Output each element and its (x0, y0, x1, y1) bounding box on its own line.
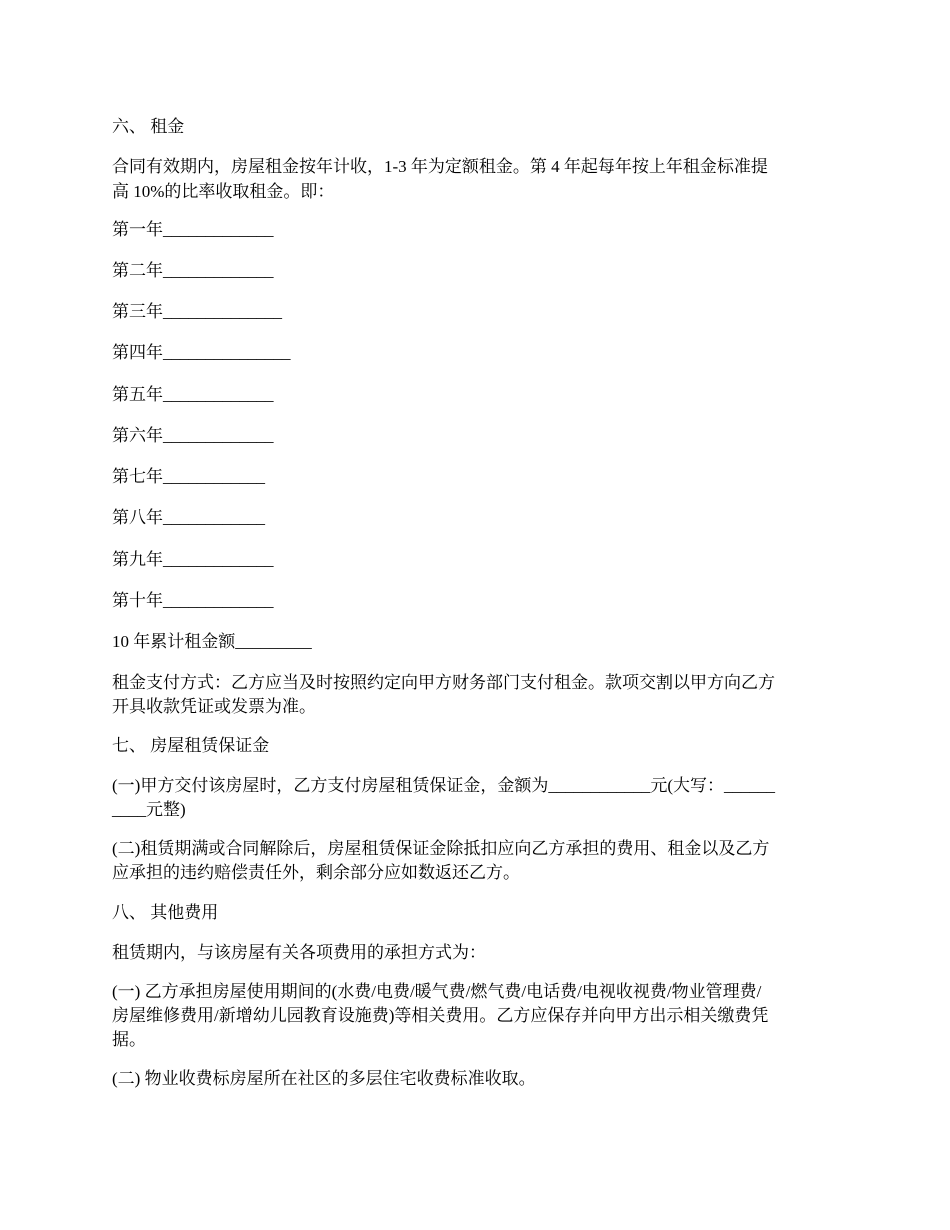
other-fees-item-1-line-2: 房屋维修费用/新增幼儿园教育设施费)等相关费用。乙方应保存并向甲方出示相关缴费凭 (112, 1006, 769, 1025)
section-8-heading: 八、 其他费用 (112, 903, 219, 922)
section-7-heading: 七、 房屋租赁保证金 (112, 736, 270, 755)
year-3-rent: 第三年______________ (112, 302, 282, 321)
other-fees-item-1-line-1: (一) 乙方承担房屋使用期间的(水费/电费/暖气费/燃气费/电话费/电视收视费/物业管理费/ (112, 982, 762, 1001)
deposit-item-1-line-1: (一)甲方交付该房屋时，乙方支付房屋租赁保证金，金额为____________元(大写：______ (112, 776, 775, 795)
deposit-item-2-line-2: 应承担的违约赔偿责任外，剩余部分应如数返还乙方。 (112, 863, 520, 882)
year-8-rent: 第八年____________ (112, 508, 265, 527)
year-1-rent: 第一年_____________ (112, 220, 274, 239)
other-fees-intro: 租赁期内，与该房屋有关各项费用的承担方式为： (112, 943, 486, 962)
section-6-intro-line-1: 合同有效期内，房屋租金按年计收，1-3 年为定额租金。第 4 年起每年按上年租金标准提 (112, 157, 768, 176)
year-7-rent: 第七年____________ (112, 467, 265, 486)
other-fees-item-1-line-3: 据。 (112, 1030, 146, 1049)
payment-method-line-2: 开具收款凭证或发票为准。 (112, 697, 316, 716)
payment-method-line-1: 租金支付方式：乙方应当及时按照约定向甲方财务部门支付租金。款项交割以甲方向乙方 (112, 673, 775, 692)
section-6-heading: 六、 租金 (112, 117, 185, 136)
year-4-rent: 第四年_______________ (112, 343, 291, 362)
section-6-intro-line-2: 高 10%的比率收取租金。即： (112, 182, 335, 201)
year-2-rent: 第二年_____________ (112, 261, 274, 280)
year-10-rent: 第十年_____________ (112, 591, 274, 610)
year-9-rent: 第九年_____________ (112, 550, 274, 569)
deposit-item-1-line-2: ____元整) (112, 800, 186, 819)
deposit-item-2-line-1: (二)租赁期满或合同解除后，房屋租赁保证金除抵扣应向乙方承担的费用、租金以及乙方 (112, 839, 770, 858)
year-5-rent: 第五年_____________ (112, 385, 274, 404)
other-fees-item-2: (二) 物业收费标房屋所在社区的多层住宅收费标准收取。 (112, 1069, 536, 1088)
ten-year-total-rent: 10 年累计租金额_________ (112, 632, 312, 651)
year-6-rent: 第六年_____________ (112, 426, 274, 445)
